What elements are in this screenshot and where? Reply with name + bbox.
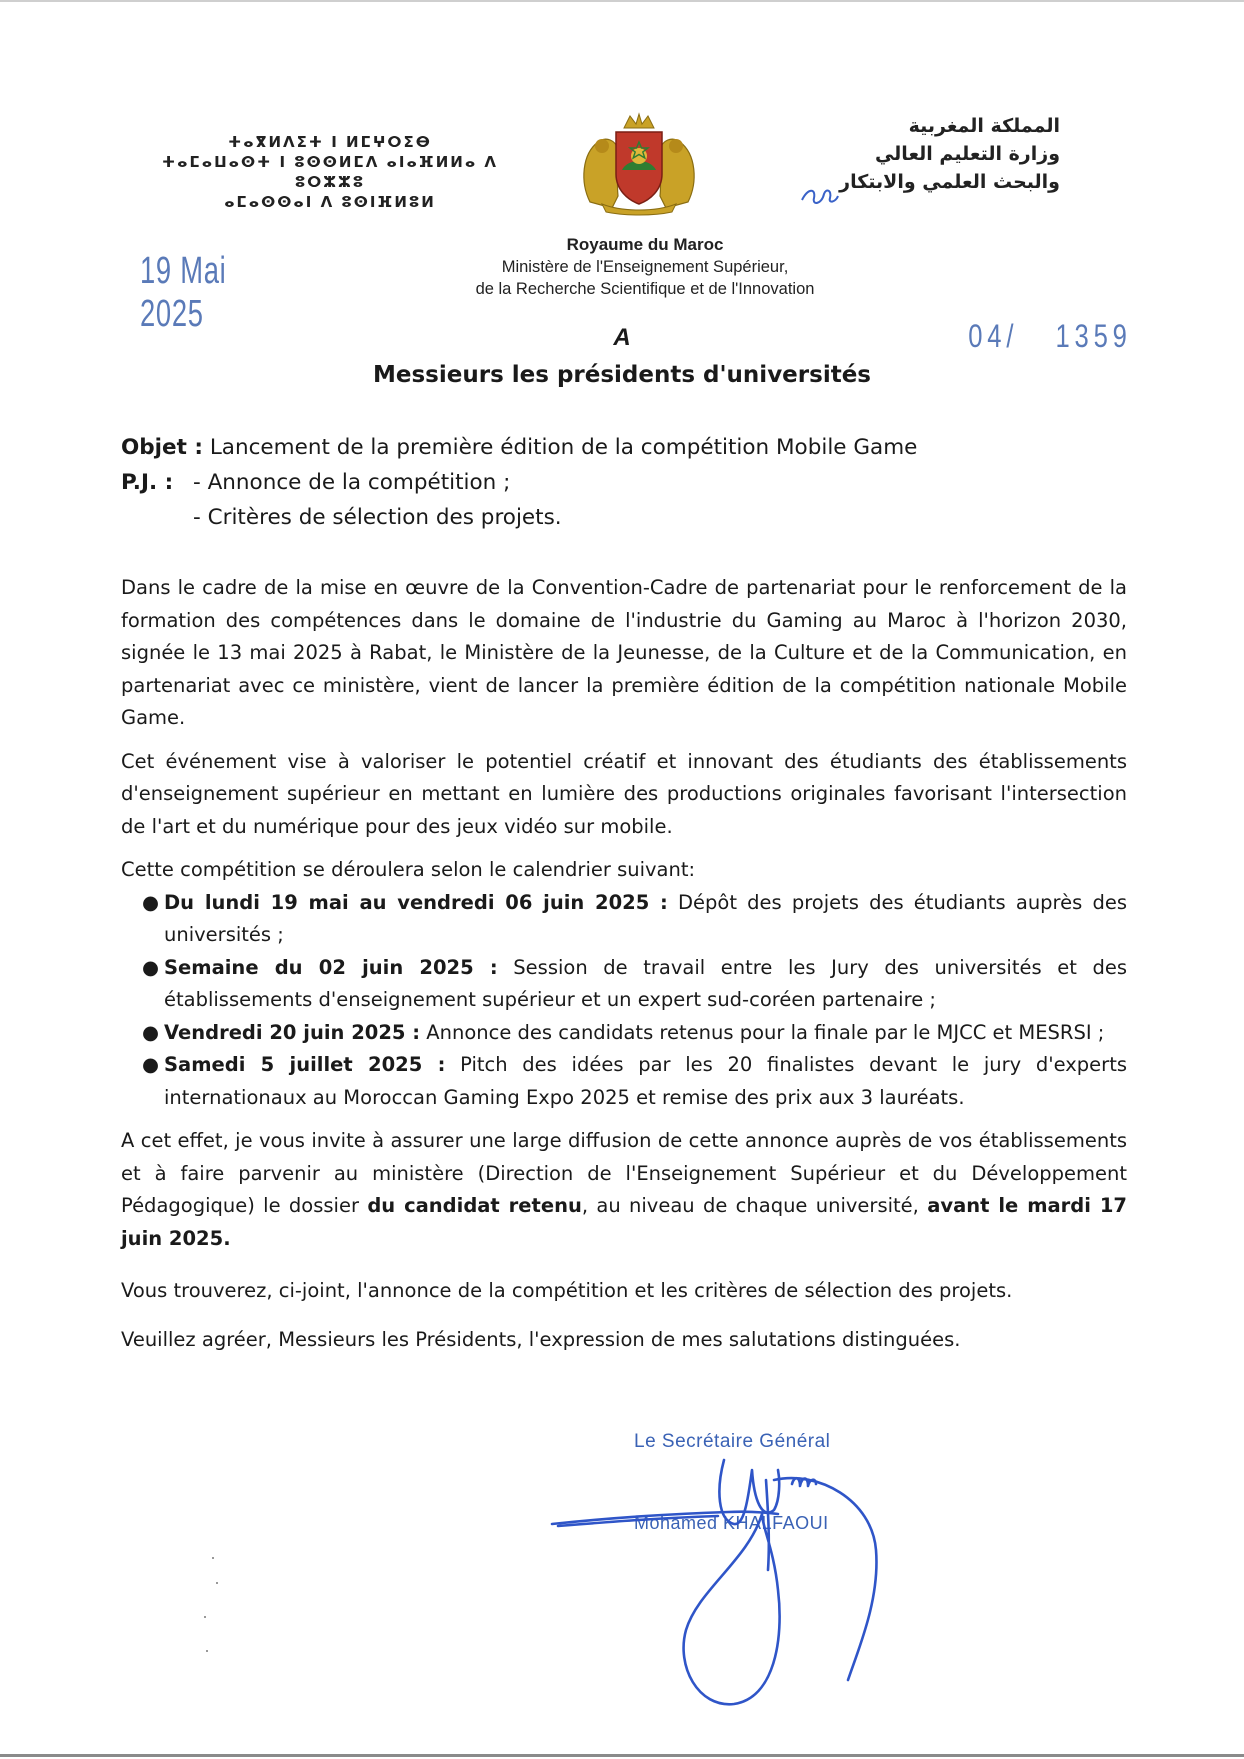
paragraph-3: Cette compétition se déroulera selon le calendrier suivant:: [121, 858, 696, 881]
schedule-date: Semaine du 02 juin 2025 :: [164, 955, 498, 979]
schedule-list: [121, 887, 1127, 1115]
coat-of-arms-icon: [572, 112, 706, 216]
scan-artifact: [216, 1582, 218, 1584]
schedule-text: Annonce des candidats retenus pour la finale par le MJCC et MESRSI ;: [426, 1020, 1105, 1044]
letter-body: [121, 572, 1127, 1356]
initials-scribble-icon: [800, 186, 840, 208]
header-tifinagh: [140, 132, 520, 212]
objet-label: Objet :: [121, 435, 203, 460]
pj-line-2: [121, 500, 1121, 535]
pj-label: P.J. :: [121, 470, 174, 495]
signature-name: Mohamed KHALFAOUI: [634, 1513, 829, 1533]
scan-artifact: [204, 1616, 206, 1618]
ministry-line-2: de la Recherche Scientifique et de l'Innovation: [475, 280, 815, 298]
signature-title: Le Secrétaire Général: [634, 1431, 831, 1452]
arabic-line-2: وزارة التعليم العالي: [874, 143, 1060, 165]
schedule-date: Vendredi 20 juin 2025 :: [164, 1020, 421, 1044]
kingdom-name: Royaume du Maroc: [566, 235, 724, 254]
paragraph-1: Dans le cadre de la mise en œuvre de la Convention-Cadre de partenariat pour le renforcement de la formation des compétences dans le domaine de l'industrie du Gaming au Maroc à l'horizon 2030, signée le 13 mai 2025 à Rabat, le Ministère de la Jeunesse, de la Culture et de la Communication, en partenariat avec ce ministère, vient de lancer la première édition de la compétition nationale Mobile Game.: [121, 576, 1127, 729]
header-arabic: [760, 112, 1060, 196]
arabic-line-3-text: والبحث العلمي والابتكار: [839, 171, 1060, 193]
moroccan-coat-of-arms: [572, 112, 706, 216]
paragraph-4-bold-deadline: avant le mardi 17 juin 2025.: [121, 1194, 1127, 1250]
pj-line-1: [121, 465, 1121, 500]
handwritten-signature: [548, 1440, 900, 1710]
scan-artifact: [212, 1557, 214, 1559]
addressee-a: A: [613, 324, 631, 351]
schedule-text: Dépôt des projets des étudiants auprès des universités ;: [164, 890, 1127, 946]
bullet-icon: ●: [142, 1020, 160, 1044]
paragraph-4-bold-candidate: du candidat retenu: [367, 1194, 582, 1217]
scan-artifact: [206, 1650, 208, 1652]
objet-text: Lancement de la première édition de la compétition Mobile Game: [209, 435, 918, 460]
ministry-line-1: Ministère de l'Enseignement Supérieur,: [501, 258, 789, 276]
tifinagh-line-3: ⴰⵎⴰⵙⵙⴰⵏ ⴷ ⵓⵙⵏⴼⵍⵓⵍ: [224, 193, 436, 211]
paragraph-6: Veuillez agréer, Messieurs les Présidents, l'expression de mes salutations distinguées.: [121, 1327, 961, 1351]
paragraph-2: Cet événement vise à valoriser le potentiel créatif et innovant des étudiants des établissements d'enseignement supérieur en mettant en lumière des productions originales favorisant l'intersection de l'art et du numérique pour des jeux vidéo sur mobile.: [121, 749, 1127, 838]
paragraph-4: [121, 1125, 1127, 1255]
pj-item-1: - Annonce de la compétition ;: [193, 470, 511, 495]
reference-prefix: 04/: [968, 318, 1019, 354]
schedule-text: Pitch des idées par les 20 finalistes devant le jury d'experts internationaux au Moroccan Gaming Expo 2025 et remise des prix aux 3 lauréats.: [164, 1053, 1128, 1109]
page-top-border: [0, 0, 1244, 2]
header-french: [360, 234, 930, 300]
schedule-item: [121, 1017, 1127, 1050]
page-bottom-border: [0, 1754, 1244, 1757]
pj-item-2: - Critères de sélection des projets.: [193, 505, 562, 530]
tifinagh-line-1: ⵜⴰⴳⵍⴷⵉⵜ ⵏ ⵍⵎⵖⵔⵉⴱ: [228, 133, 432, 151]
addressee-recipients: Messieurs les présidents d'universités: [373, 362, 871, 388]
schedule-item: [121, 887, 1127, 952]
objet-line: [121, 430, 1121, 465]
bullet-icon: ●: [142, 955, 160, 979]
schedule-item: [121, 952, 1127, 1017]
paragraph-5: Vous trouverez, ci-joint, l'annonce de la compétition et les critères de sélection des projets.: [121, 1279, 1013, 1302]
reference-stamp: [962, 318, 1142, 355]
paragraph-4-part-b: , au niveau de chaque université,: [581, 1194, 919, 1217]
schedule-date: Samedi 5 juillet 2025 :: [164, 1053, 446, 1076]
subject-block: [121, 430, 1121, 535]
schedule-text: Session de travail entre les Jury des universités et des établissements d'enseignement supérieur et un expert sud-coréen partenaire ;: [164, 955, 1127, 1011]
date-stamp: 19 Mai 2025: [140, 250, 227, 335]
tifinagh-line-2: ⵜⴰⵎⴰⵡⴰⵙⵜ ⵏ ⵓⵙⵙⵍⵎⴷ ⴰⵏⴰⴼⵍⵍⴰ ⴷ ⵓⵔⵣⵣⵓ: [161, 153, 499, 191]
reference-number: 1359: [1056, 318, 1133, 354]
paragraph-4-part-a: A cet effet, je vous invite à assurer une large diffusion de cette annonce auprès de vos établissements et à faire parvenir au ministère (Direction de l'Enseignement Supérieur et du Développement Pédagogique) le dossier: [121, 1129, 1127, 1217]
bullet-icon: ●: [142, 1053, 160, 1076]
schedule-date: Du lundi 19 mai au vendredi 06 juin 2025 :: [164, 890, 668, 914]
arabic-line-1: المملكة المغربية: [908, 115, 1060, 137]
schedule-item: [121, 1049, 1127, 1114]
bullet-icon: ●: [142, 890, 160, 914]
